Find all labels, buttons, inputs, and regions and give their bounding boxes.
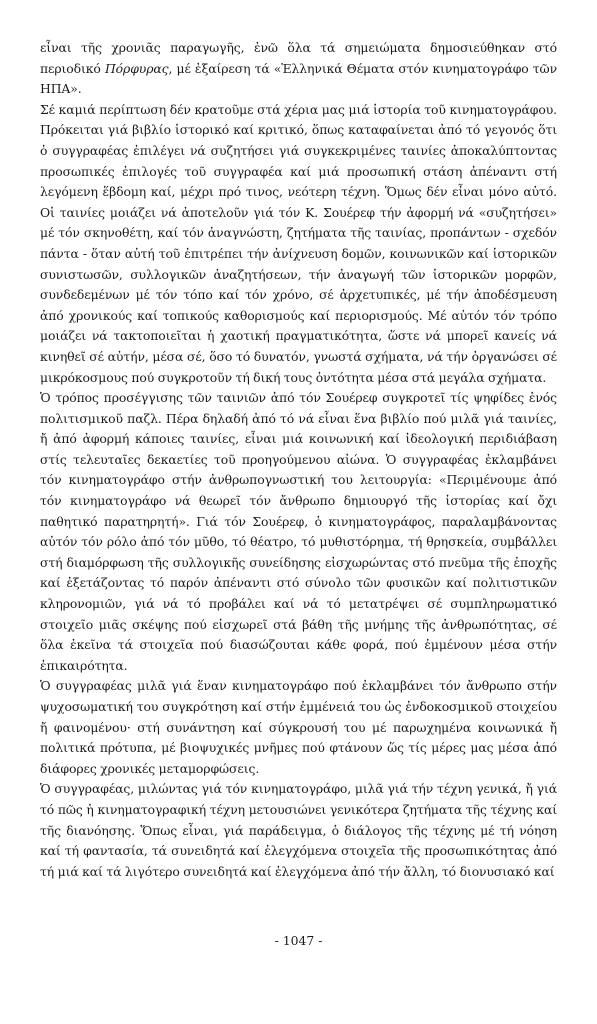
body-text: [40, 38, 557, 882]
paragraph-1-part-a: εἶναι τῆς χρονιᾶς παραγωγῆς, ἐνῶ ὅλα τά σημειώματα δημοσιεύθηκαν στό περιοδικό: [40, 40, 557, 76]
paragraph-3: Ὁ τρόπος προσέγγισης τῶν ταινιῶν ἀπό τόν Σουέρεφ συγκροτεῖ τίς ψηφίδες ἑνός πολιτισμικοῦ παζλ. Πέρα δηλαδή ἀπό τό νά εἶναι ἕνα βιβλίο πού μιλᾶ γιά ταινίες, ἤ ἀπό ἀφορμή κάποιες ταινίες, εἶναι μιά κοινωνική καί ἰδεολογική περιδιάβαση στίς τελευταῖες δεκαετίες τοῦ προηγούμενου αἰώνα. Ὁ συγγραφέας ἐκλαμβάνει τόν κινηματογράφο στήν ἀνθρωπογνωστική του λειτουργία: «Περιμένουμε ἀπό τόν κινηματογράφο νά θεωρεῖ τόν ἄνθρωπο δημιουργό τῆς ἱστορίας καί ὄχι παθητικό παρατηρητή». Γιά τόν Σουέρεφ, ὁ κινηματογράφος, παραλαμβάνοντας αὐτόν τόν ρόλο ἀπό τόν μῦθο, τό θέατρο, τό μυθιστόρημα, τή θρησκεία, συμβάλλει στή διαμόρφωση τῆς συλλογικῆς συνείδησης εἰσχωρώντας στό πνεῦμα τῆς ἐποχῆς καί ἐξετάζοντας τό παρόν ἀπέναντι στό σύνολο τῶν φυσικῶν καί πολιτιστικῶν κληρονομιῶν, γιά νά τό προβάλει καί νά τό μετατρέψει σέ συμπληρωματικό στοιχεῖο μιᾶς σκέψης πού εἰσχωρεῖ στά βάθη τῆς μνήμης τῆς ἀνθρωπότητας, σέ ὅλα ἐκεῖνα τά στοιχεῖα πού διασώζουται κάθε φορά, πού ἐμμένουν μέσα στήν ἐπικαιρότητα.: [40, 390, 557, 673]
paragraph-1: [40, 38, 557, 100]
journal-title: Πόρφυρας: [104, 60, 169, 76]
paragraph-1-part-b: , μέ ἐξαίρεση τά «Ἑλληνικά Θέματα στόν κινηματογράφο τῶν ΗΠΑ».: [40, 60, 557, 97]
paragraph-2: Σέ καμιά περίπτωση δέν κρατοῦμε στά χέρια μας μιά ἱστορία τοῦ κινηματογράφου. Πρόκειται γιά βιβλίο ἱστορικό καί κριτικό, ὅπως καταφαίνεται ἀπό τό γεγονός ὅτι ὁ συγγραφέας ἐπιλέγει νά συζητήσει γιά συγκεκριμένες ταινίες ἀποκαλύπτοντας προσωπικές ἐπιλογές τοῦ συγγραφέα καί μιά προσωπική στάση ἀπέναντι στή λεγόμενη ἕβδομη καί, μέχρι πρό τινος, νεότερη τέχνη. Ὅμως δέν εἶναι μόνο αὐτό. Οἱ ταινίες μοιάζει νά ἀποτελοῦν γιά τόν Κ. Σουέρεφ τήν ἀφορμή νά «συζητήσει» μέ τόν σκηνοθέτη, καί τόν ἀναγνώστη, ζητήματα τῆς ταινίας, προπάντων - σχεδόν πάντα - ὅταν αὐτή τοῦ ἐπιτρέπει τήν ἀνίχνευση δομῶν, κοινωνικῶν καί ἱστορικῶν συνιστωσῶν, συλλογικῶν ἀναζητήσεων, τήν ἀναγωγή τῶν ἱστορικῶν μορφῶν, συνδεδεμένων μέ τόν τόπο καί τόν χρόνο, σέ ἀρχετυπικές, μέ τήν ἀποδέσμευση ἀπό χρονικούς καί τοπικούς καθορισμούς καί περιορισμούς. Μέ αὐτόν τόν τρόπο μοιάζει νά τακτοποιεῖται ἡ χαοτική πραγματικότητα, ὥστε νά μπορεῖ κανείς νά κινηθεῖ σέ αὐτήν, μέσα σέ, ὅσο τό δυνατόν, γνωστά σχήματα, νά τήν ὀργανώσει σέ μικρόκοσμους πού συγκροτοῦν τή δική τους ὀντότητα μέσα στά μεγάλα σχήματα.: [40, 101, 557, 385]
paragraph-4: Ὁ συγγραφέας μιλᾶ γιά ἕναν κινηματογράφο πού ἐκλαμβάνει τόν ἄνθρωπο στήν ψυχοσωματική του συγκρότηση καί στήν ἐμμένειά του ὡς ἐνδοκοσμικοῦ στοιχείου ἤ φαινομένου· στή συνάντηση καί σύγκρουσή του μέ παρωχημένα κοινωνικά ἤ πολιτικά πρότυπα, μέ βιοψυχικές μνῆμες πού φτάνουν ὥς τίς μέρες μας μέσα ἀπό διάφορες χρονικές μεταμορφώσεις.: [40, 678, 557, 776]
page-number: - 1047 -: [274, 933, 323, 948]
paragraph-5: Ὁ συγγραφέας, μιλώντας γιά τόν κινηματογράφο, μιλᾶ γιά τήν τέχνη γενικά, ἤ γιά τό πῶς ἡ κινηματογραφική τέχνη μετουσιώνει γενικότερα ζητήματα τῆς τέχνης καί τῆς διανόησης. Ὅπως εἶναι, γιά παράδειγμα, ὁ διάλογος τῆς τέχνης μέ τή νόηση καί τή φαντασία, τά συνειδητά καί ἐλεγχόμενα στοιχεῖα τῆς προσωπικότητας ἀπό τή μιά καί τά λιγότερο συνειδητά καί ἐλεγχόμενα ἀπό τήν ἄλλη, τό διονυσιακό καί: [40, 781, 557, 879]
